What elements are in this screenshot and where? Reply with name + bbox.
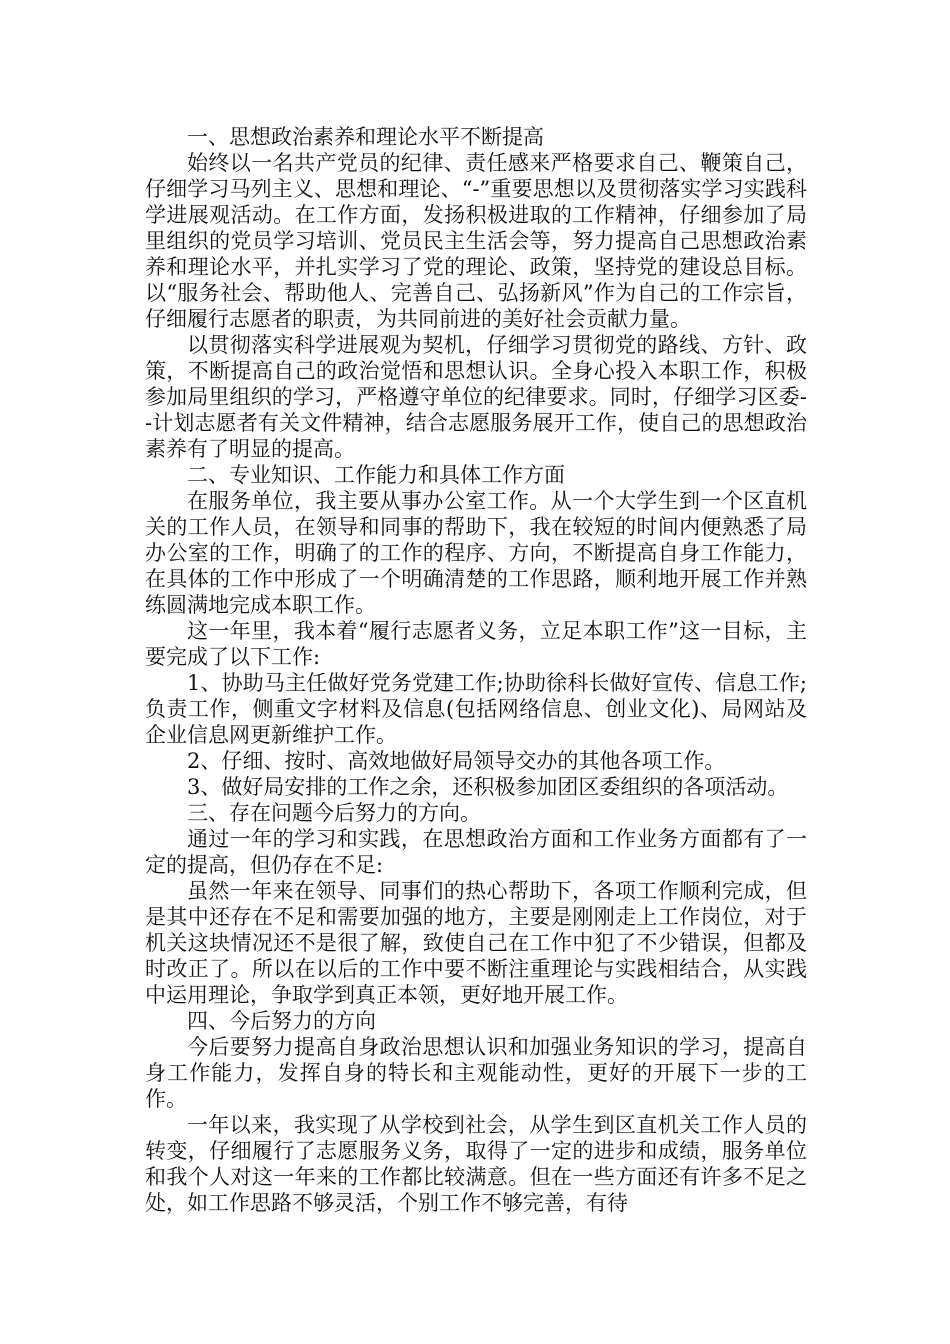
list-item: 2、仔细、按时、高效地做好局领导交办的其他各项工作。	[187, 749, 726, 773]
paragraph: 通过一年的学习和实践，在思想政治方面和工作业务方面都有了一定的提高，但仍存在不足:	[145, 827, 807, 877]
list-item: 3、做好局安排的工作之余，还积极参加团区委组织的各项活动。	[187, 775, 789, 799]
paragraph: 这一年里，我本着“履行志愿者义务，立足本职工作”这一目标，主要完成了以下工作:	[145, 619, 807, 669]
section-heading-2: 二、专业知识、工作能力和具体工作方面	[187, 463, 565, 487]
document-body	[145, 124, 807, 1216]
paragraph: 虽然一年来在领导、同事们的热心帮助下，各项工作顺利完成，但是其中还存在不足和需要加强的地方，主要是刚刚走上工作岗位，对于机关这块情况还不是很了解，致使自己在工作中犯了不少错误，但都及时改正了。所以在以后的工作中要不断注重理论与实践相结合，从实践中运用理论，争取学到真正本领，更好地开展工作。	[145, 879, 807, 1007]
list-item: 1、协助马主任做好党务党建工作;协助徐科长做好宣传、信息工作;负责工作，侧重文字材料及信息(包括网络信息、创业文化)、局网站及企业信息网更新维护工作。	[145, 671, 807, 747]
section-heading-1: 一、思想政治素养和理论水平不断提高	[187, 125, 544, 149]
section-heading-4: 四、今后努力的方向	[187, 1009, 376, 1033]
paragraph: 一年以来，我实现了从学校到社会，从学生到区直机关工作人员的转变，仔细履行了志愿服务义务，取得了一定的进步和成绩，服务单位和我个人对这一年来的工作都比较满意。但在一些方面还有许多不足之处，如工作思路不够灵活，个别工作不够完善，有待	[145, 1113, 807, 1215]
paragraph: 以贯彻落实科学进展观为契机，仔细学习贯彻党的路线、方针、政策，不断提高自己的政治觉悟和思想认识。全身心投入本职工作，积极参加局里组织的学习，严格遵守单位的纪律要求。同时，仔细学习区委--计划志愿者有关文件精神，结合志愿服务展开工作，使自己的思想政治素养有了明显的提高。	[145, 333, 807, 461]
paragraph: 始终以一名共产党员的纪律、责任感来严格要求自己、鞭策自己，仔细学习马列主义、思想和理论、“-”重要思想以及贯彻落实学习实践科学进展观活动。在工作方面，发扬积极进取的工作精神，仔细参加了局里组织的党员学习培训、党员民主生活会等，努力提高自己思想政治素养和理论水平，并扎实学习了党的理论、政策，坚持党的建设总目标。以“服务社会、帮助他人、完善自己、弘扬新风”作为自己的工作宗旨，仔细履行志愿者的职责，为共同前进的美好社会贡献力量。	[145, 151, 807, 331]
paragraph: 在服务单位，我主要从事办公室工作。从一个大学生到一个区直机关的工作人员，在领导和同事的帮助下，我在较短的时间内便熟悉了局办公室的工作，明确了的工作的程序、方向，不断提高自身工作能力，在具体的工作中形成了一个明确清楚的工作思路，顺利地开展工作并熟练圆满地完成本职工作。	[145, 489, 807, 617]
paragraph: 今后要努力提高自身政治思想认识和加强业务知识的学习，提高自身工作能力，发挥自身的特长和主观能动性，更好的开展下一步的工作。	[145, 1035, 807, 1111]
section-heading-3: 三、存在问题今后努力的方向。	[187, 801, 481, 825]
